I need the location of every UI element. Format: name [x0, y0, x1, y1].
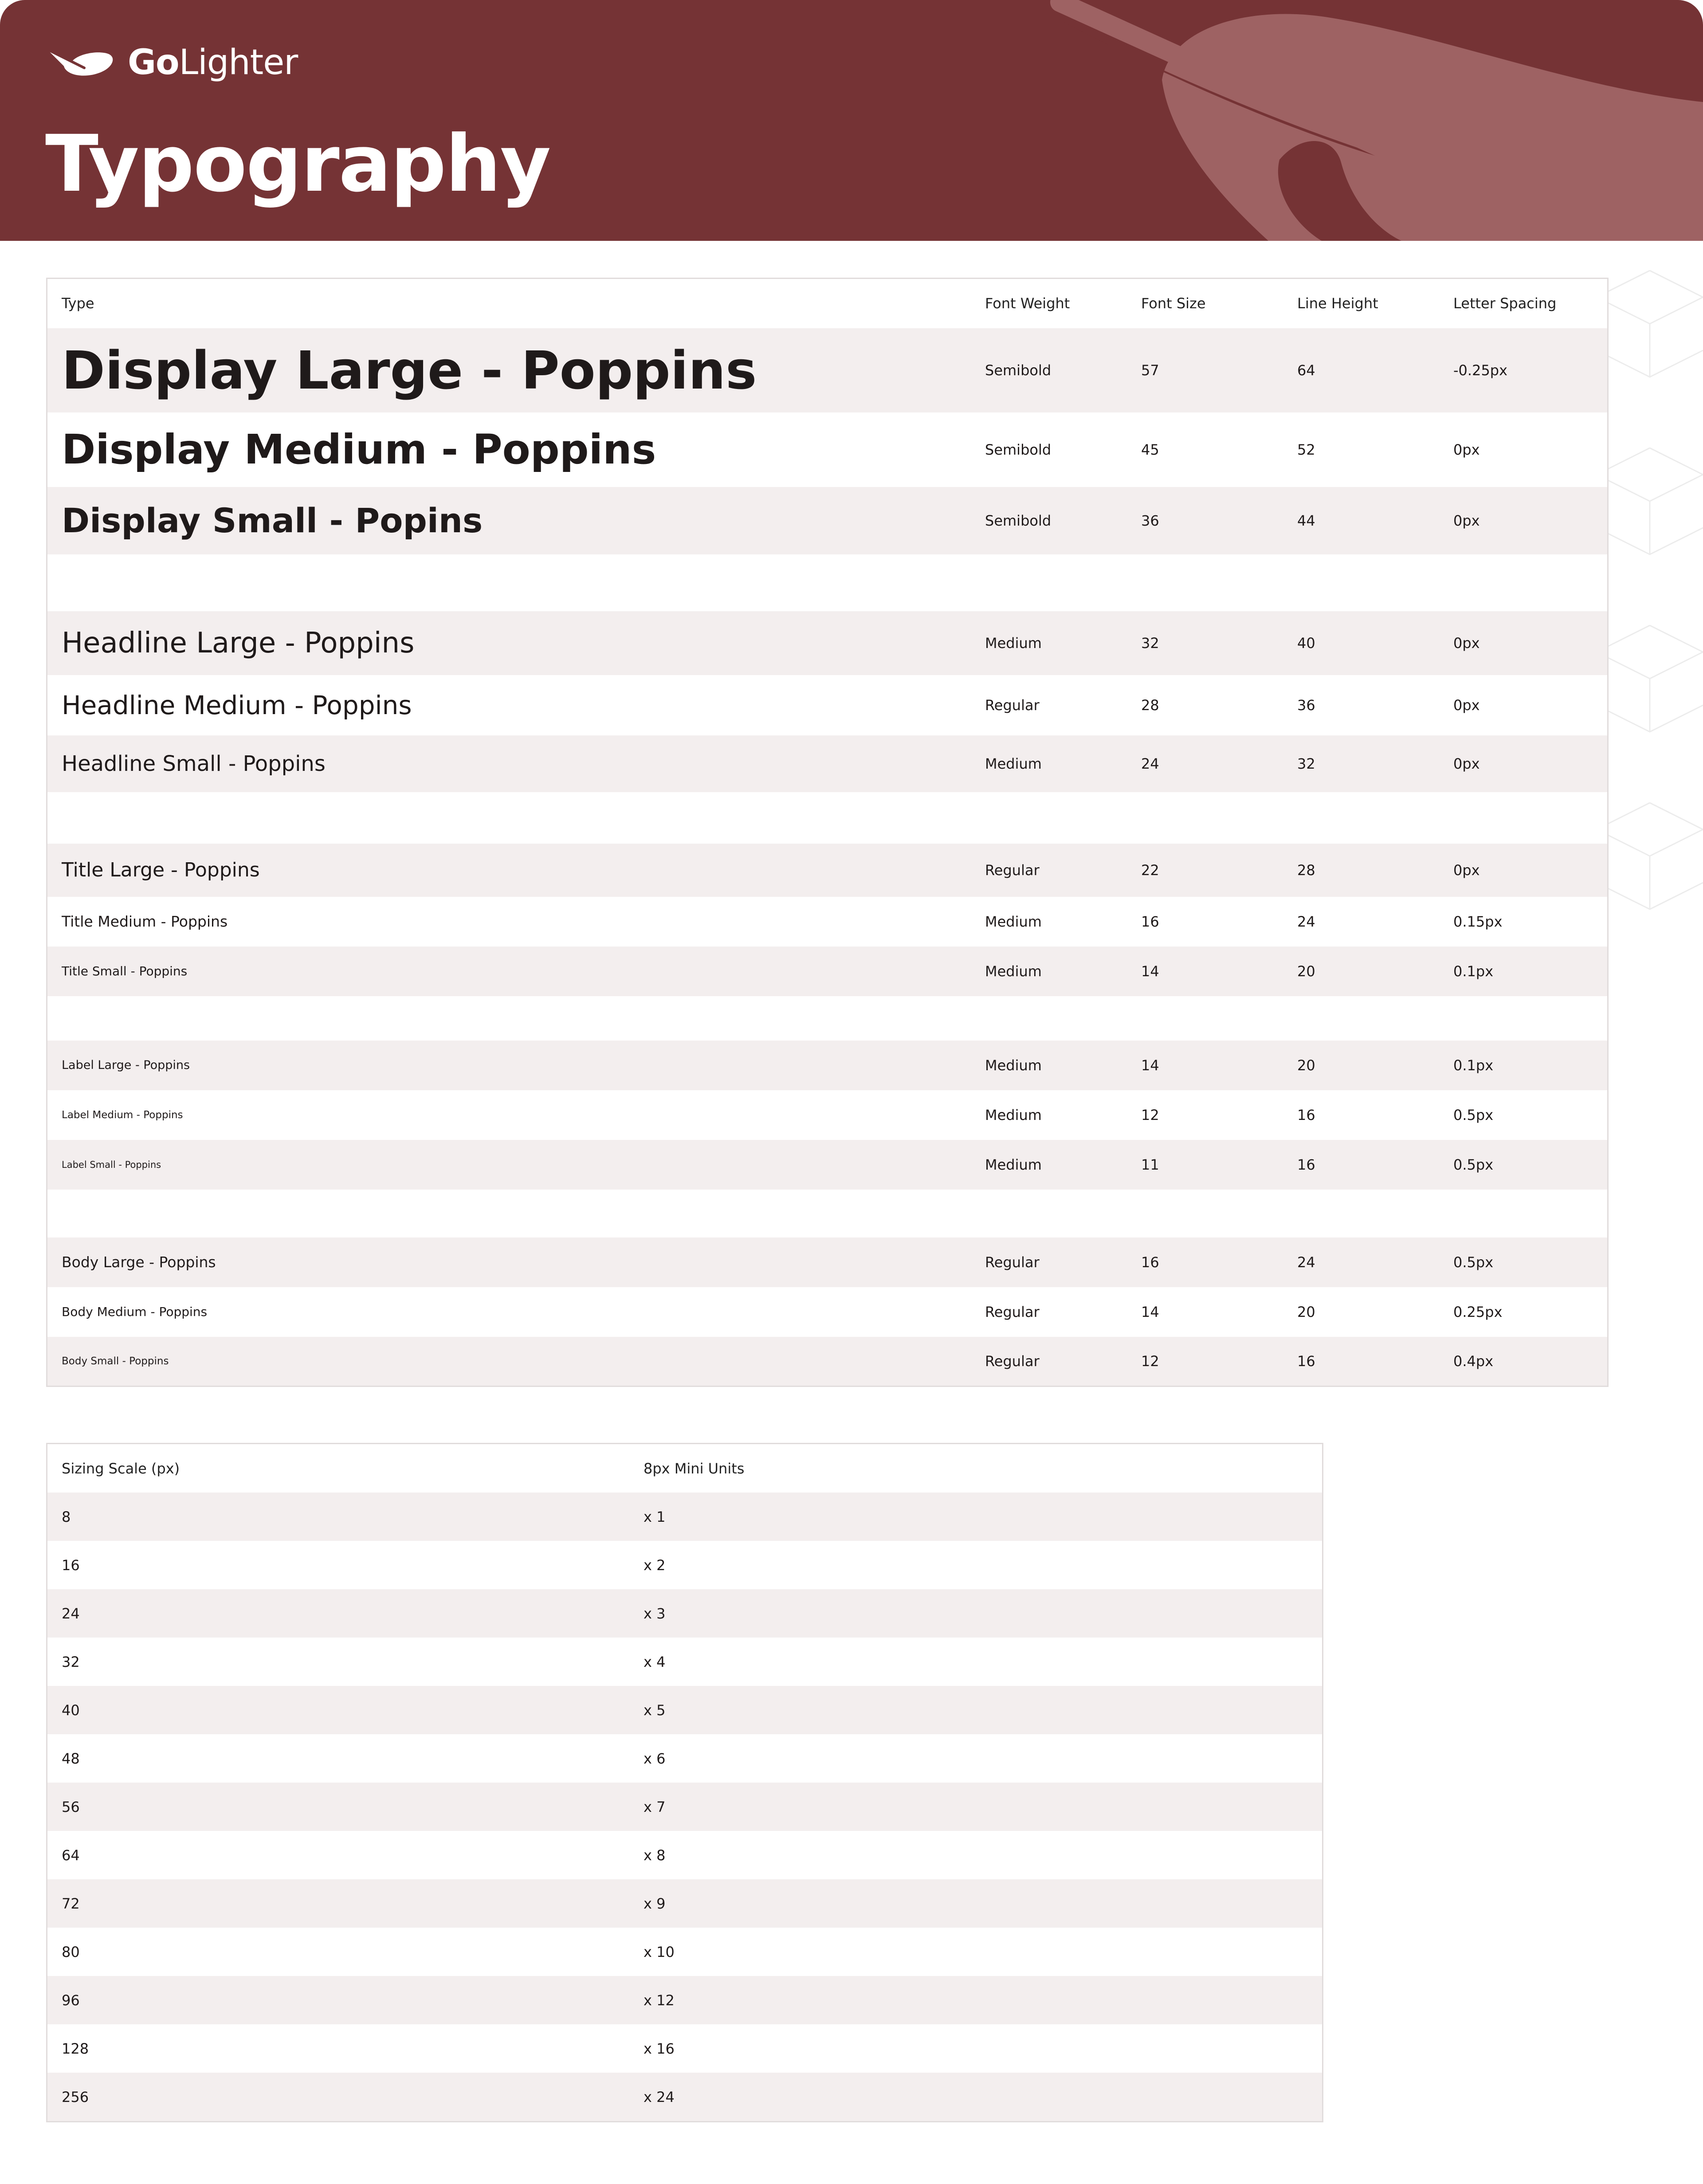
font-size-cell: 14	[1127, 947, 1283, 996]
letter-spacing-cell: 0.25px	[1453, 1303, 1503, 1320]
table-row	[47, 1041, 1608, 1090]
size-cell: 40	[47, 1686, 630, 1734]
font-size-cell: 16	[1127, 1237, 1283, 1287]
font-weight-cell: Semibold	[971, 487, 1127, 554]
font-weight-cell: Medium	[971, 1041, 1127, 1090]
type-name-cell: Display Medium - Poppins	[62, 426, 656, 473]
table-row	[47, 487, 1608, 554]
table-spacer-row	[47, 1190, 1608, 1237]
line-height-cell: 44	[1283, 487, 1439, 554]
sizing-scale-table	[46, 1443, 1323, 2122]
brand-logo	[45, 43, 298, 82]
column-header-line-height: Line Height	[1297, 295, 1378, 312]
line-height-cell: 52	[1297, 441, 1315, 458]
table-row	[47, 611, 1608, 675]
table-row	[47, 2024, 1323, 2073]
size-cell: 72	[47, 1879, 630, 1928]
line-height-cell: 28	[1283, 844, 1439, 897]
type-name-cell: Label Medium - Poppins	[62, 1109, 183, 1121]
letter-spacing-cell: 0px	[1439, 487, 1608, 554]
letter-spacing-cell: 0.4px	[1439, 1337, 1608, 1387]
units-cell: x 2	[644, 1556, 666, 1574]
font-size-cell: 28	[1141, 696, 1159, 714]
type-name-cell: Label Large - Poppins	[47, 1041, 971, 1090]
letter-spacing-cell: 0px	[1453, 441, 1480, 458]
letter-spacing-cell: -0.25px	[1439, 328, 1608, 412]
type-name-cell: Title Large - Poppins	[47, 844, 971, 897]
table-row	[47, 1734, 1323, 1783]
units-cell: x 5	[629, 1686, 1323, 1734]
line-height-cell: 24	[1297, 913, 1315, 930]
line-height-cell: 24	[1283, 1237, 1439, 1287]
units-cell: x 1	[629, 1493, 1323, 1541]
size-cell: 8	[47, 1493, 630, 1541]
letter-spacing-cell: 0.5px	[1439, 1140, 1608, 1190]
table-row	[47, 1337, 1608, 1387]
line-height-cell: 20	[1283, 1041, 1439, 1090]
units-cell: x 6	[644, 1750, 666, 1767]
letter-spacing-cell: 0.15px	[1453, 913, 1503, 930]
table-spacer-row	[47, 996, 1608, 1041]
units-cell: x 9	[629, 1879, 1323, 1928]
table-row	[47, 1493, 1323, 1541]
font-weight-cell: Regular	[971, 844, 1127, 897]
type-name-cell: Label Small - Poppins	[47, 1140, 971, 1190]
size-cell: 256	[47, 2073, 630, 2122]
table-header-row	[47, 1444, 1323, 1493]
font-weight-cell: Semibold	[985, 441, 1052, 458]
type-name-cell: Body Medium - Poppins	[62, 1304, 208, 1319]
font-size-cell: 22	[1127, 844, 1283, 897]
column-header-sizing-scale: Sizing Scale (px)	[62, 1460, 180, 1477]
font-size-cell: 45	[1141, 441, 1159, 458]
font-size-cell: 12	[1141, 1106, 1159, 1123]
table-row	[47, 1831, 1323, 1879]
letter-spacing-cell: 0.5px	[1453, 1106, 1494, 1123]
table-row	[47, 1090, 1608, 1140]
line-height-cell: 20	[1283, 947, 1439, 996]
table-row	[47, 1140, 1608, 1190]
font-weight-cell: Medium	[985, 1106, 1042, 1123]
units-cell: x 3	[629, 1589, 1323, 1638]
table-spacer-row	[47, 554, 1608, 611]
table-row	[47, 412, 1608, 487]
table-row	[47, 1541, 1323, 1589]
line-height-cell: 36	[1297, 696, 1315, 714]
line-height-cell: 32	[1283, 735, 1439, 792]
size-cell: 16	[62, 1556, 80, 1574]
font-weight-cell: Regular	[971, 1337, 1127, 1387]
line-height-cell: 20	[1297, 1303, 1315, 1320]
column-header-font-weight: Font Weight	[985, 295, 1070, 312]
font-size-cell: 36	[1127, 487, 1283, 554]
size-cell: 48	[62, 1750, 80, 1767]
size-cell: 64	[62, 1846, 80, 1864]
type-name-cell: Body Large - Poppins	[47, 1237, 971, 1287]
line-height-cell: 16	[1297, 1106, 1315, 1123]
brand-name-bold: Go	[128, 43, 179, 82]
letter-spacing-cell: 0.1px	[1439, 947, 1608, 996]
column-header-type: Type	[62, 295, 94, 312]
font-weight-cell: Medium	[985, 913, 1042, 930]
font-size-cell: 12	[1127, 1337, 1283, 1387]
type-name-cell: Display Small - Popins	[47, 487, 971, 554]
type-name-cell: Headline Large - Poppins	[47, 611, 971, 675]
font-weight-cell: Regular	[971, 1237, 1127, 1287]
column-header-mini-units: 8px Mini Units	[644, 1460, 745, 1477]
letter-spacing-cell: 0.1px	[1439, 1041, 1608, 1090]
table-row	[47, 1638, 1323, 1686]
table-row	[47, 735, 1608, 792]
font-weight-cell: Medium	[971, 1140, 1127, 1190]
line-height-cell: 40	[1283, 611, 1439, 675]
typography-table	[46, 278, 1609, 1387]
table-row	[47, 897, 1608, 947]
font-size-cell: 57	[1127, 328, 1283, 412]
type-name-cell: Title Medium - Poppins	[62, 913, 228, 930]
units-cell: x 16	[644, 2040, 675, 2057]
size-cell: 24	[47, 1589, 630, 1638]
column-header-font-size: Font Size	[1141, 295, 1206, 312]
units-cell: x 24	[629, 2073, 1323, 2122]
font-weight-cell: Medium	[971, 611, 1127, 675]
type-name-cell: Title Small - Poppins	[47, 947, 971, 996]
table-row	[47, 675, 1608, 735]
type-name-cell: Display Large - Poppins	[47, 328, 971, 412]
font-weight-cell: Regular	[985, 696, 1040, 714]
letter-spacing-cell: 0px	[1439, 844, 1608, 897]
table-row	[47, 2073, 1323, 2122]
table-row	[47, 1976, 1323, 2024]
font-weight-cell: Regular	[985, 1303, 1040, 1320]
font-size-cell: 14	[1141, 1303, 1159, 1320]
line-height-cell: 64	[1283, 328, 1439, 412]
letter-spacing-cell: 0.5px	[1439, 1237, 1608, 1287]
line-height-cell: 16	[1283, 1140, 1439, 1190]
table-header-row	[47, 279, 1608, 328]
table-row	[47, 1686, 1323, 1734]
table-row	[47, 1589, 1323, 1638]
units-cell: x 4	[644, 1653, 666, 1670]
table-row	[47, 844, 1608, 897]
table-row	[47, 1928, 1323, 1976]
type-name-cell: Body Small - Poppins	[47, 1337, 971, 1387]
size-cell: 56	[47, 1783, 630, 1831]
units-cell: x 8	[644, 1846, 666, 1864]
brand-name-light: Lighter	[179, 43, 298, 82]
table-row	[47, 328, 1608, 412]
font-size-cell: 24	[1127, 735, 1283, 792]
units-cell: x 7	[629, 1783, 1323, 1831]
font-size-cell: 16	[1141, 913, 1159, 930]
table-row	[47, 1879, 1323, 1928]
type-name-cell: Headline Small - Poppins	[47, 735, 971, 792]
units-cell: x 12	[629, 1976, 1323, 2024]
units-cell: x 10	[644, 1943, 675, 1960]
font-weight-cell: Semibold	[971, 328, 1127, 412]
line-height-cell: 16	[1283, 1337, 1439, 1387]
table-row	[47, 1237, 1608, 1287]
font-size-cell: 11	[1127, 1140, 1283, 1190]
header-banner	[0, 0, 1703, 241]
size-cell: 128	[62, 2040, 89, 2057]
table-row	[47, 1287, 1608, 1337]
column-header-letter-spacing: Letter Spacing	[1453, 295, 1557, 312]
font-size-cell: 14	[1127, 1041, 1283, 1090]
table-row	[47, 1783, 1323, 1831]
size-cell: 96	[47, 1976, 630, 2024]
size-cell: 80	[62, 1943, 80, 1960]
brand-name	[128, 43, 298, 82]
cube-pattern-decoration	[1597, 262, 1703, 980]
letter-spacing-cell: 0px	[1439, 735, 1608, 792]
letter-spacing-cell: 0px	[1439, 611, 1608, 675]
font-weight-cell: Medium	[971, 735, 1127, 792]
table-row	[47, 947, 1608, 996]
font-size-cell: 32	[1127, 611, 1283, 675]
feather-icon	[45, 45, 116, 80]
page-title: Typography	[45, 118, 550, 209]
size-cell: 32	[62, 1653, 80, 1670]
font-weight-cell: Medium	[971, 947, 1127, 996]
table-spacer-row	[47, 792, 1608, 844]
letter-spacing-cell: 0px	[1453, 696, 1480, 714]
type-name-cell: Headline Medium - Poppins	[62, 690, 412, 720]
